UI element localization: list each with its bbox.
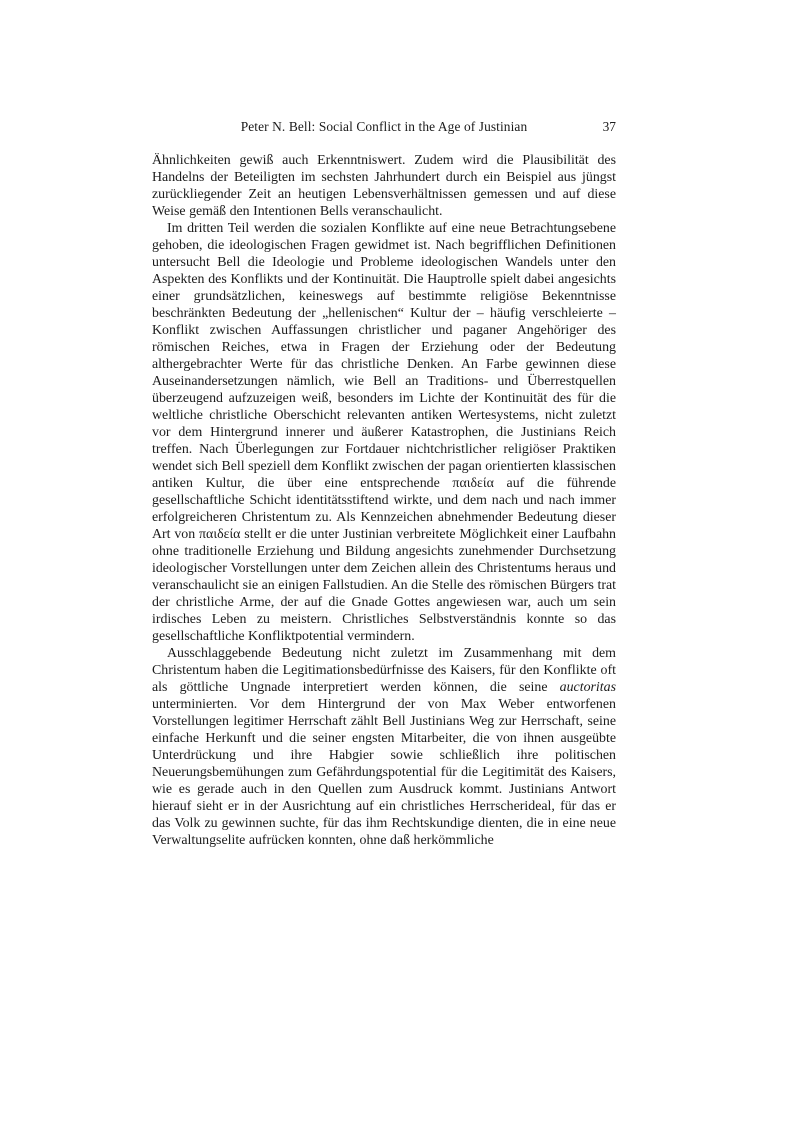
- paragraph-text: Ähnlichkeiten gewiß auch Erkenntniswert. Zudem wird die Plausibilität des Handelns der Beteiligten im sechsten Jahrhundert durch ein Beispiel aus jüngst zurückliegender Zeit an heutigen Lebensverhältnissen gemessen und auf diese Weise gemäß den Intentionen Bells veranschaulicht.: [152, 153, 616, 219]
- running-title: Peter N. Bell: Social Conflict in the Age of Justinian: [240, 119, 528, 134]
- paragraph-text: unterminierten. Vor dem Hintergrund der von Max Weber entworfenen Vorstellungen legitimer Herrschaft zählt Bell Justinians Weg zur Herrschaft, seine einfache Herkunft und die seiner engsten Mitarbeiter, die von ihnen ausgeübte Unterdrückung und ihre Habgier sowie schließlich ihre politischen Neuerungsbemühungen zum Gefährdungspotential für die Legitimität des Kaisers, wie es gerade auch in den Quellen zum Ausdruck kommt. Justinians Antwort hierauf sieht er in der Ausrichtung auf ein christliches Herrscherideal, für das er das Volk zu gewinnen suchte, für das ihm Rechtskundige dienten, die in eine neue Verwaltungselite aufrücken konnten, ohne daß herkömmliche: [152, 697, 616, 848]
- page-body: [152, 152, 616, 849]
- body-paragraph-3: [152, 645, 616, 849]
- paragraph-text: Ausschlaggebende Bedeutung nicht zuletzt im Zusammenhang mit dem Christentum haben die Legitimationsbedürfnisse des Kaisers, für den Konflikte oft als göttliche Ungnade interpretiert werden können, die seine: [152, 646, 616, 695]
- body-paragraph-2: [152, 220, 616, 645]
- body-paragraph-1: [152, 152, 616, 220]
- paragraph-text: Im dritten Teil werden die sozialen Konflikte auf eine neue Betrachtungsebene gehoben, die ideologischen Fragen gewidmet ist. Nach begrifflichen Definitionen untersucht Bell die Ideologie und Probleme ideologischen Wandels unter den Aspekten des Konflikts und der Kontinuität. Die Hauptrolle spielt dabei angesichts einer grundsätzlichen, keineswegs auf bestimmte religiöse Bekenntnisse beschränkten Bedeutung der „hellenischen“ Kultur der – häufig verschleierte – Konflikt zwischen Auffassungen christlicher und paganer Angehöriger des römischen Reiches, etwa in Fragen der Erziehung oder der Bedeutung althergebrachter Werte für das christliche Denken. An Farbe gewinnen diese Auseinandersetzungen nämlich, wie Bell an Traditions- und Überrestquellen überzeugend aufzuzeigen weiß, besonders im Lichte der Kontinuität des für die weltliche christliche Oberschicht relevanten antiken Wertesystems, nicht zuletzt vor dem Hintergrund innerer und äußerer Katastrophen, die Justinians Reich treffen. Nach Überlegungen zur Fortdauer nichtchristlicher religiöser Praktiken wendet sich Bell speziell dem Konflikt zwischen der pagan orientierten klassischen antiken Kultur, die über eine entsprechende παιδεία auf die führende gesellschaftliche Schicht identitätsstiftend wirkte, und dem nach und nach immer erfolgreicheren Christentum zu. Als Kennzeichen abnehmender Bedeutung dieser Art von παιδεία stellt er die unter Justinian verbreitete Möglichkeit einer Laufbahn ohne traditionelle Erziehung und Bildung angesichts zunehmender Durchsetzung ideologischer Vorstellungen unter dem Zeichen allein des Christentums heraus und veranschaulicht sie an einigen Fallstudien. An die Stelle des römischen Bürgers trat der christliche Arme, der auf die Gnade Gottes angewiesen war, auch um sein irdisches Leben zu meistern. Christliches Selbstverständnis konnte so das gesellschaftliche Konfliktpotential vermindern.: [152, 221, 616, 644]
- page-number: 37: [602, 119, 616, 134]
- running-header: [152, 118, 616, 135]
- latin-term-auctoritas: auctoritas: [559, 680, 616, 695]
